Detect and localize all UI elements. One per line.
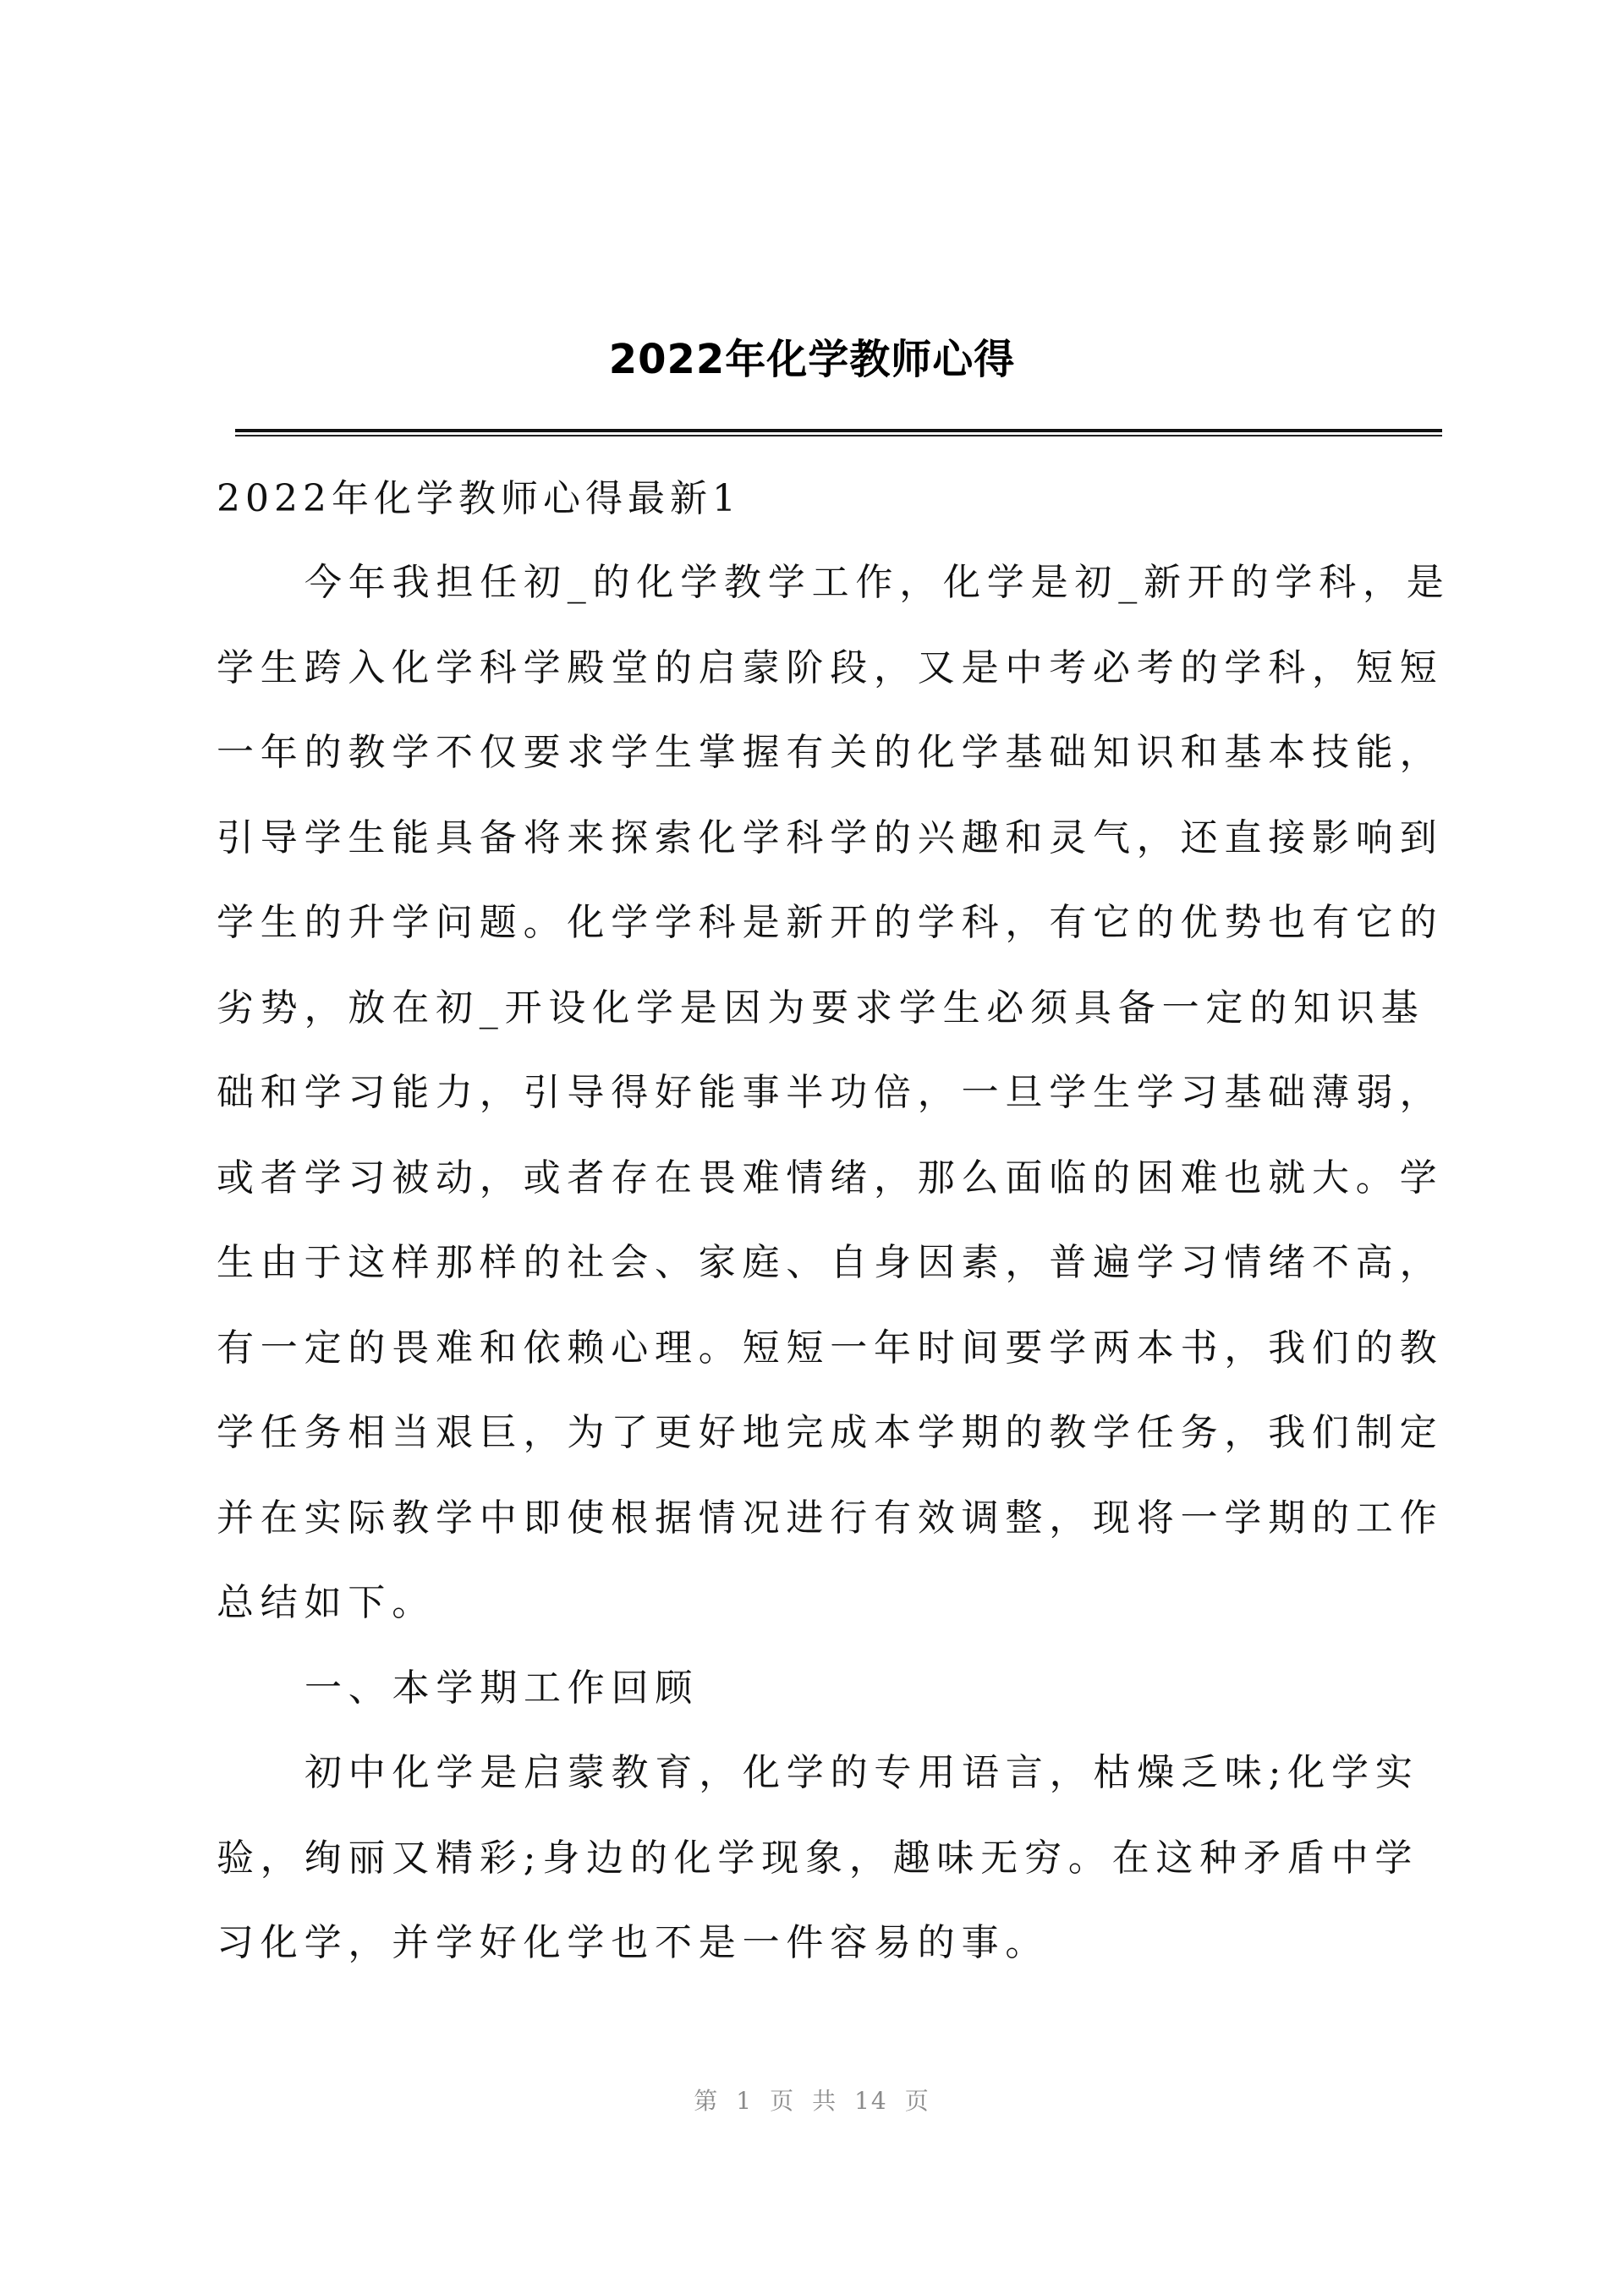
body-line: 今年我担任初_的化学教学工作，化学是初_新开的学科，是 xyxy=(304,561,1451,604)
body-line: 并在实际教学中即使根据情况进行有效调整，现将一学期的工作 xyxy=(217,1496,1444,1540)
body-line: 一年的教学不仅要求学生掌握有关的化学基础知识和基本技能， xyxy=(217,731,1444,774)
footer-total-word: 共 xyxy=(812,2087,838,2115)
body-line: 生由于这样那样的社会、家庭、自身因素，普遍学习情绪不高， xyxy=(217,1241,1444,1284)
footer-current-page: 1 xyxy=(736,2087,754,2115)
document-title: 2022年化学教师心得 xyxy=(608,336,1016,383)
body-text xyxy=(217,541,1451,1986)
body-line: 引导学生能具备将来探索化学科学的兴趣和灵气，还直接影响到 xyxy=(217,815,1444,859)
title-double-rule-thin xyxy=(235,435,1442,436)
body-line: 习化学，并学好化学也不是一件容易的事。 xyxy=(217,1921,1050,1964)
title-double-rule-thick xyxy=(235,429,1442,432)
body-line: 础和学习能力，引导得好能事半功倍，一旦学生学习基础薄弱， xyxy=(217,1071,1444,1114)
body-line: 验，绚丽又精彩;身边的化学现象，趣味无穷。在这种矛盾中学 xyxy=(217,1836,1419,1880)
body-line: 初中化学是启蒙教育，化学的专用语言，枯燥乏味;化学实 xyxy=(304,1751,1419,1794)
footer-total-pages: 14 xyxy=(854,2087,888,2115)
section-subtitle: 2022年化学教师心得最新1 xyxy=(217,477,741,520)
body-line: 或者学习被动，或者存在畏难情绪，那么面临的困难也就大。学 xyxy=(217,1156,1444,1200)
footer-page-word: 页 xyxy=(770,2087,796,2115)
body-line: 总结如下。 xyxy=(217,1581,436,1624)
body-line: 学生的升学问题。化学学科是新开的学科，有它的优势也有它的 xyxy=(217,901,1444,944)
body-line: 学生跨入化学科学殿堂的启蒙阶段，又是中考必考的学科，短短 xyxy=(217,645,1444,689)
page-footer xyxy=(0,2084,1624,2118)
footer-prefix: 第 xyxy=(694,2087,720,2115)
section-heading: 一、本学期工作回顾 xyxy=(304,1666,700,1710)
body-line: 有一定的畏难和依赖心理。短短一年时间要学两本书，我们的教 xyxy=(217,1326,1444,1370)
body-line: 劣势，放在初_开设化学是因为要求学生必须具备一定的知识基 xyxy=(217,986,1425,1029)
footer-suffix: 页 xyxy=(904,2087,930,2115)
body-line: 学任务相当艰巨，为了更好地完成本学期的教学任务，我们制定 xyxy=(217,1411,1444,1454)
